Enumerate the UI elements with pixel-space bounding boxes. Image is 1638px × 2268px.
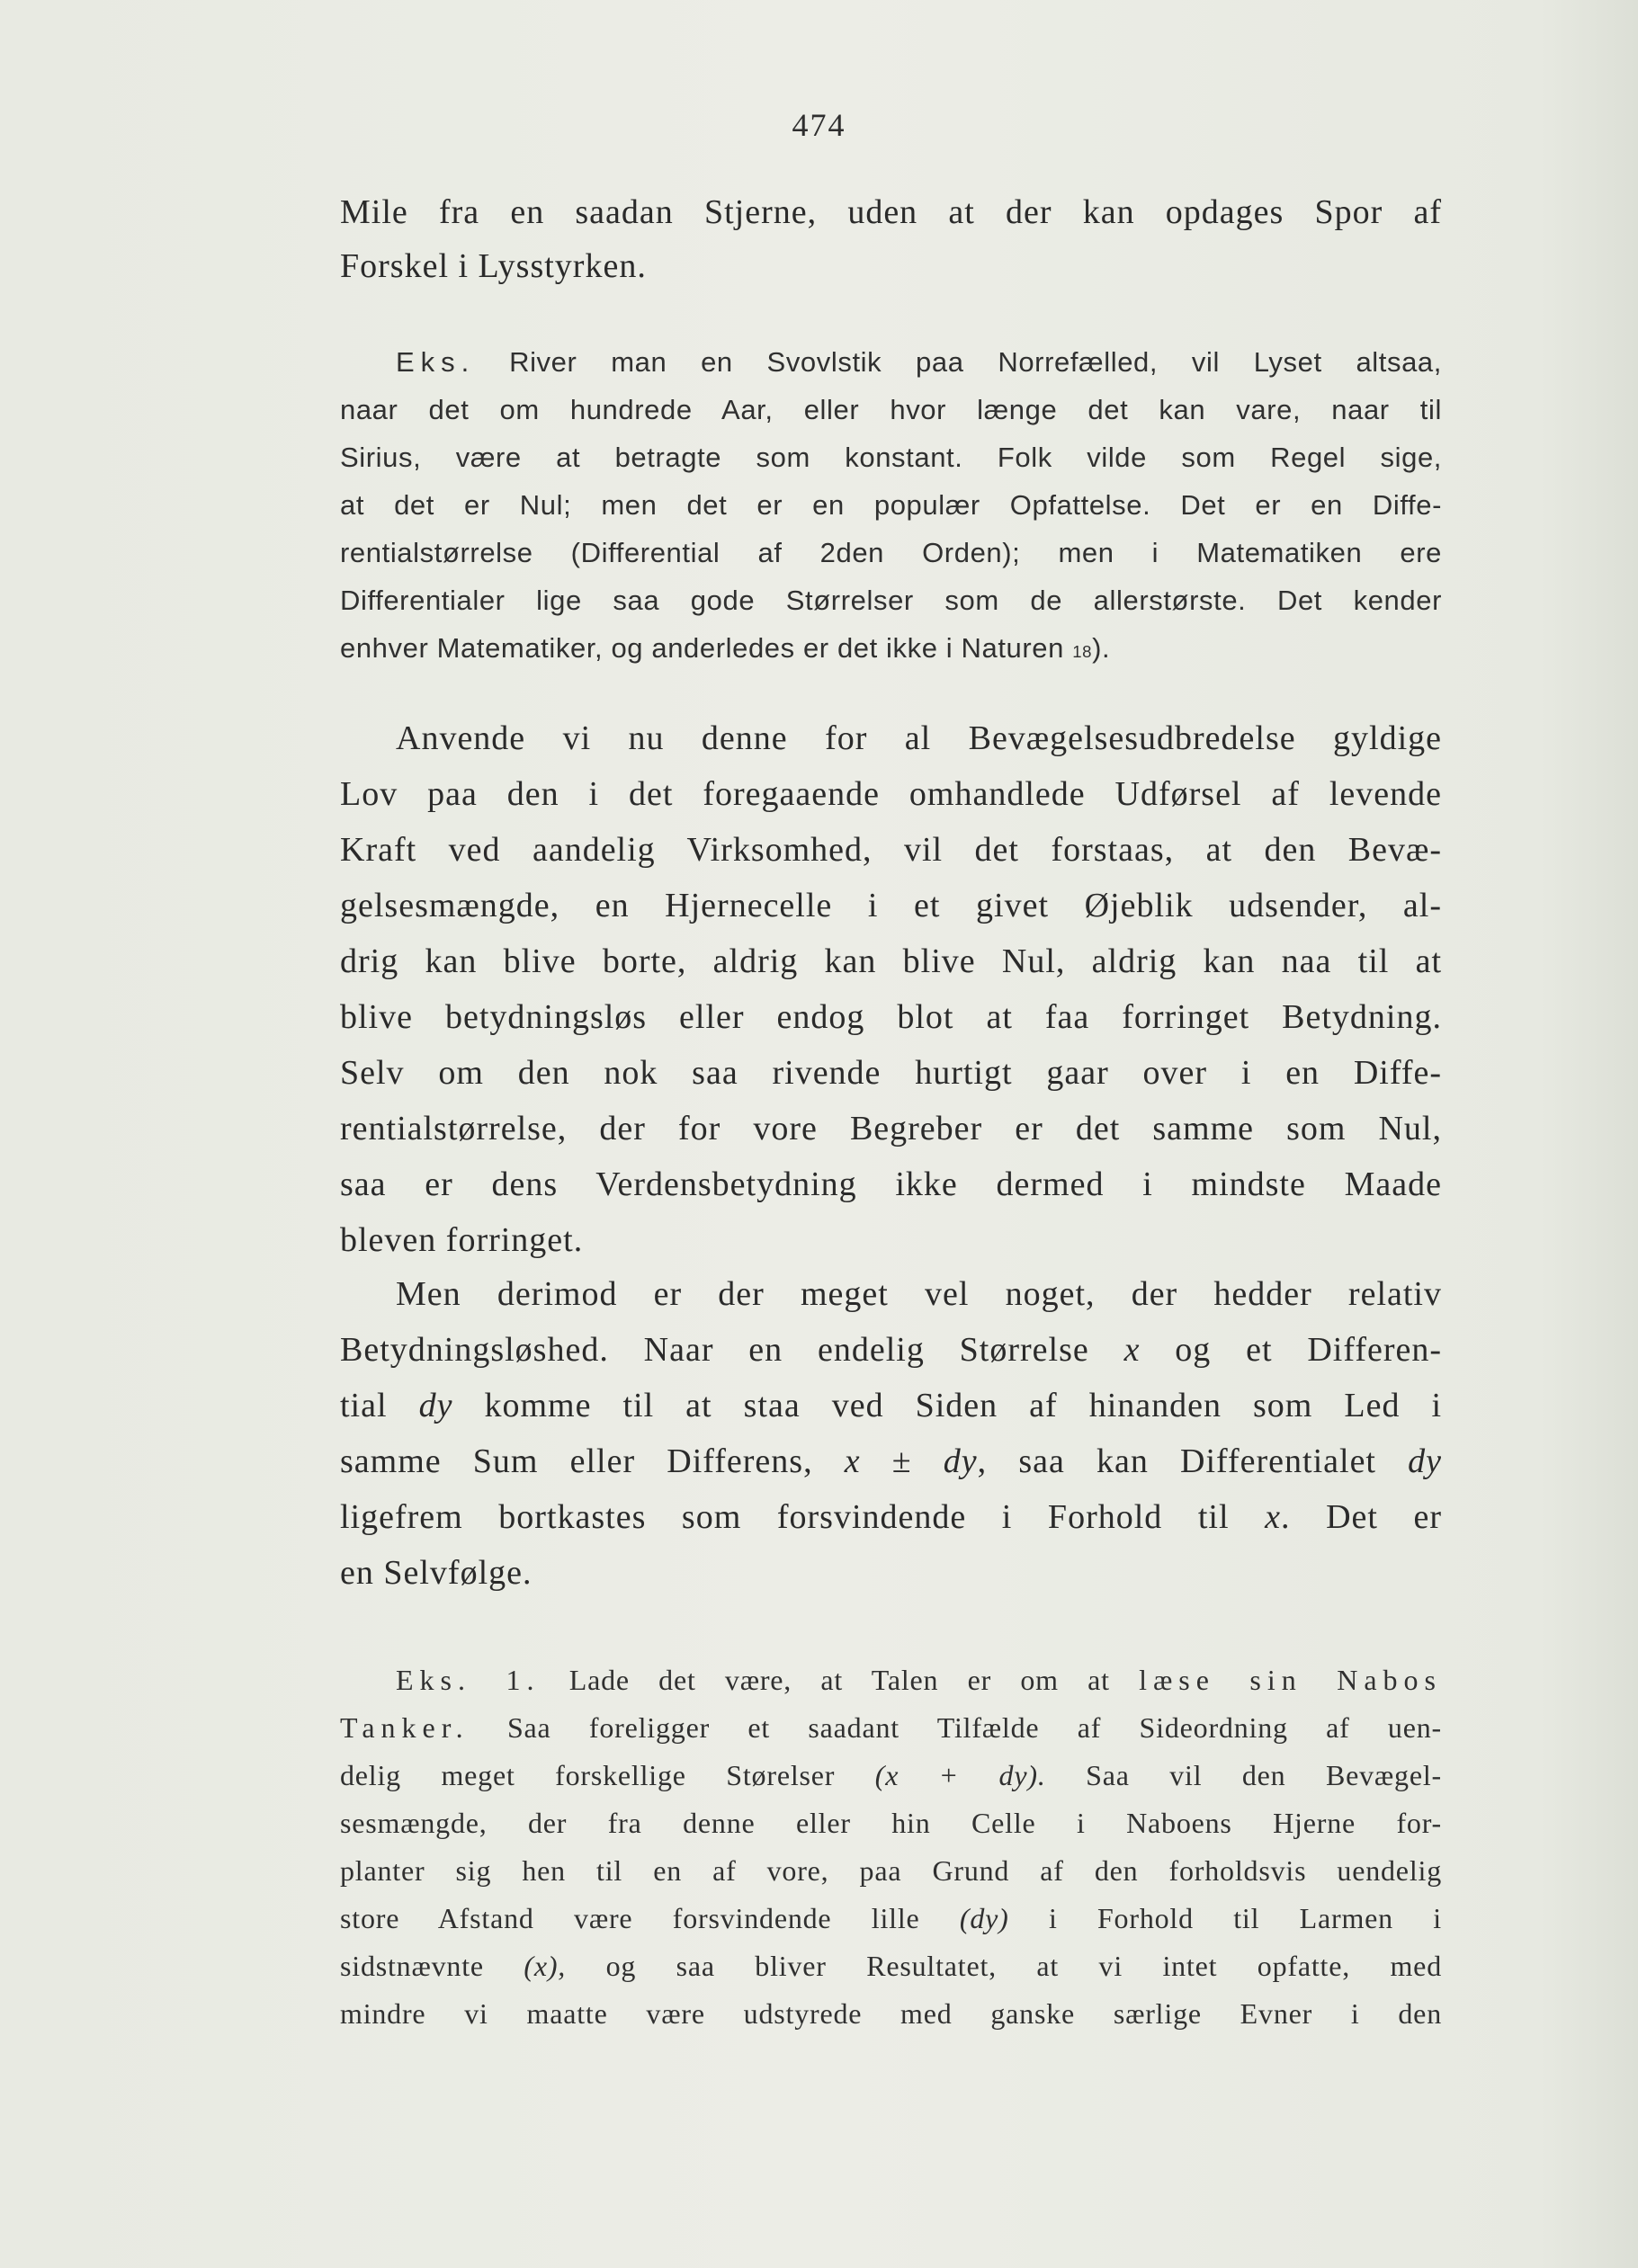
text-line: Kraft ved aandelig Virksomhed, vil det forstaas, at den Bevæ- [340, 831, 1442, 869]
text-fragment: enhver Matematiker, og anderledes er det ikke i Naturen [340, 632, 1064, 664]
page-number: 474 [792, 107, 846, 143]
math-variable-x: x [844, 1442, 861, 1480]
example-note-nabos-tanker [340, 1656, 1442, 2038]
math-variable-dy: dy [1408, 1442, 1443, 1480]
text-line: mindre vi maatte være udstyrede med ganske særlige Evner i den [340, 1997, 1442, 2030]
paragraph-continuation [340, 185, 1442, 293]
text-line: Lov paa den i det foregaaende omhandlede Udførsel af levende [340, 775, 1442, 813]
spaced-emphasis: læse sin Nabos [1139, 1664, 1442, 1696]
spaced-emphasis: Tanker. [340, 1711, 470, 1744]
math-variable-dy: dy [943, 1442, 978, 1480]
text-line: Men derimod er der meget vel noget, der hedder relativ [396, 1275, 1442, 1313]
text-fragment: Lade det være, at Talen er om at [568, 1664, 1110, 1696]
text-fragment: River man en Svovlstik paa Norrefælled, vil Lyset altsaa, [509, 346, 1442, 378]
text-line: ligefrem bortkastes som forsvindende i Forhold til x. Det er [340, 1498, 1443, 1536]
math-expression: (x), [524, 1950, 567, 1982]
text-line: Mile fra en saadan Stjerne, uden at der kan opdages Spor af [340, 193, 1442, 231]
text-line [340, 338, 1442, 386]
text-line [340, 1656, 1442, 1704]
text-line: Anvende vi nu denne for al Bevægelsesudbredelse gyldige [396, 719, 1442, 757]
text-fragment: saa kan Differentialet [1018, 1442, 1376, 1480]
text-line [340, 1752, 1442, 1799]
text-line [340, 624, 1442, 672]
text-fragment: ). [1092, 632, 1111, 664]
text-line: sesmængde, der fra denne eller hin Celle i Naboens Hjerne for- [340, 1807, 1442, 1839]
text-line: samme Sum eller Differens, x ± dy, saa kan Differentialet dy [340, 1442, 1443, 1480]
text-fragment: og et Differen- [1175, 1331, 1443, 1369]
text-fragment: tial [340, 1387, 388, 1424]
text-line: Selv om den nok saa rivende hurtigt gaar over i en Diffe- [340, 1054, 1442, 1092]
text-line: Sirius, være at betragte som konstant. Folk vilde som Regel sige, [340, 442, 1442, 473]
math-variable-dy: dy [418, 1387, 453, 1424]
text-line: blive betydningsløs eller endog blot at faa forringet Betydning. [340, 998, 1442, 1036]
example-label: Eks. [396, 346, 476, 378]
math-expression: (x + dy). [874, 1759, 1046, 1791]
text-fragment: Saa foreligger et saadant Tilfælde af Sideordning af uen- [506, 1711, 1442, 1744]
text-fragment: Saa vil den Bevægel- [1086, 1759, 1443, 1791]
text-fragment: store Afstand være forsvindende lille [340, 1902, 920, 1934]
example-label: Eks. 1. [396, 1664, 541, 1696]
text-line: bleven forringet. [340, 1221, 584, 1259]
text-line [340, 1378, 1442, 1433]
text-line: at det er Nul; men det er en populær Opfattelse. Det er en Diffe- [340, 489, 1442, 521]
text-line: gelsesmængde, en Hjernecelle i et givet Øjeblik udsender, al- [340, 887, 1442, 924]
text-fragment: delig meget forskellige Størelser [340, 1759, 836, 1791]
text-fragment: sidstnævnte [340, 1950, 484, 1982]
text-line: Differentialer lige saa gode Størrelser som de allerstørste. Det kender [340, 585, 1442, 616]
text-line: en Selvfølge. [340, 1554, 533, 1592]
text-line: Forskel i Lysstyrken. [340, 247, 647, 285]
text-line: rentialstørrelse, der for vore Begreber er det samme som Nul, [340, 1110, 1442, 1147]
text-fragment: samme Sum eller Differens, [340, 1442, 813, 1480]
math-variable-x: x [1123, 1331, 1141, 1369]
text-fragment: komme til at staa ved Siden af hinanden som Led i [484, 1387, 1443, 1424]
footnote-reference: 18 [1072, 642, 1093, 661]
text-line: planter sig hen til en af vore, paa Grund af den forholdsvis uendelig [340, 1854, 1442, 1887]
text-line [340, 1895, 1442, 1942]
text-fragment: Det er [1326, 1498, 1443, 1536]
math-variable-x: x [1265, 1498, 1281, 1536]
text-line: saa er dens Verdensbetydning ikke dermed i mindste Maade [340, 1165, 1442, 1203]
text-line: drig kan blive borte, aldrig kan blive Nul, aldrig kan naa til at [340, 942, 1442, 980]
plus-minus-sign: ± [891, 1442, 912, 1480]
example-note-svovlstik [340, 338, 1442, 672]
paragraph-bevaegelse [340, 710, 1442, 1268]
text-fragment: ligefrem bortkastes som forsvindende i Forhold til [340, 1498, 1230, 1536]
text-fragment: og saa bliver Resultatet, at vi intet opfatte, med [605, 1950, 1442, 1982]
math-expression: (dy) [959, 1902, 1009, 1934]
text-line [340, 1942, 1442, 1990]
text-line: rentialstørrelse (Differential af 2den Orden); men i Matematiken ere [340, 537, 1442, 568]
text-line [340, 1704, 1442, 1752]
text-line [340, 1322, 1442, 1378]
paragraph-relativ-betydningsloshed [340, 1266, 1442, 1601]
text-line: naar det om hundrede Aar, eller hvor længe det kan vare, naar til [340, 394, 1442, 425]
text-fragment: i Forhold til Larmen i [1048, 1902, 1442, 1934]
text-fragment: Betydningsløshed. Naar en endelig Størrelse [340, 1331, 1089, 1369]
